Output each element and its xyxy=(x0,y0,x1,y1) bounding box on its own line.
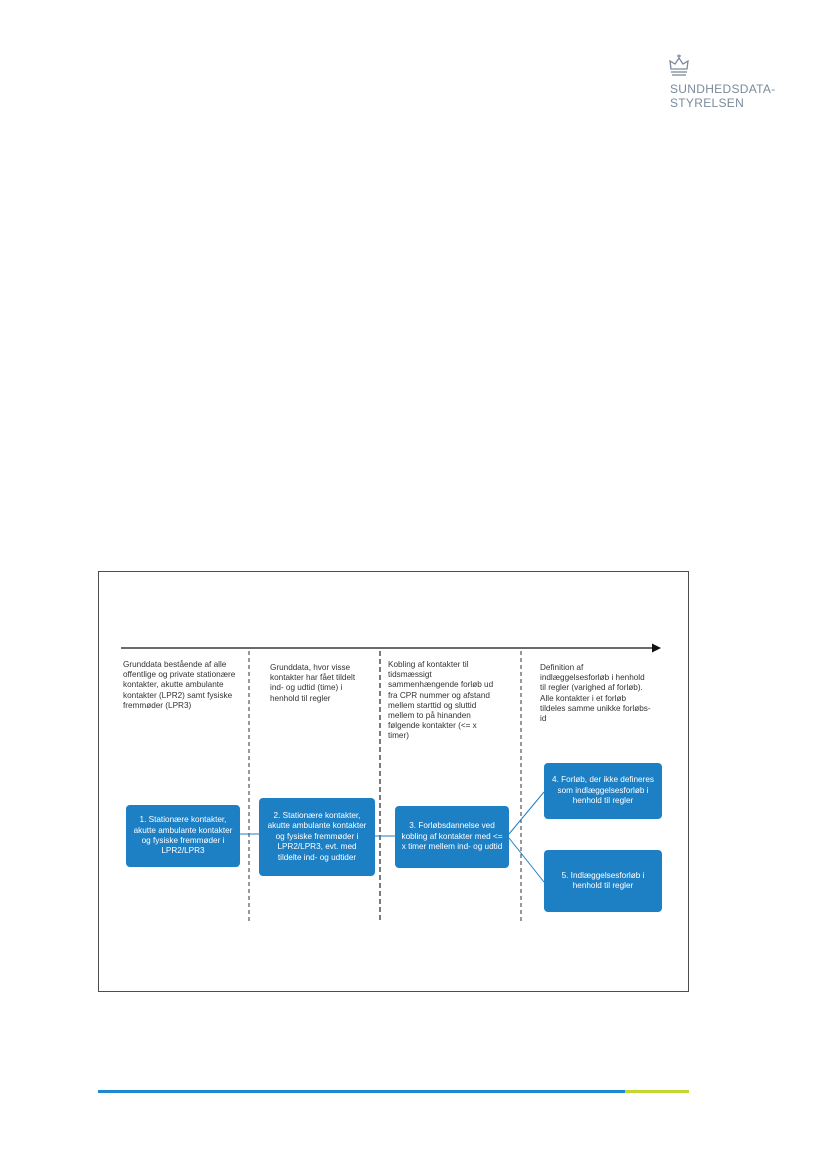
connector-3-5 xyxy=(509,838,544,882)
sundhedsdata-logo xyxy=(668,54,798,114)
box-1-stationary-contacts: 1. Stationære kontakter, akutte ambulante kontakter og fysiske fremmøder i LPR2/LPR3 xyxy=(126,805,240,867)
connector-3-4 xyxy=(509,792,544,834)
column-3-description: Kobling af kontakter til tidsmæssigt sammenhængende forløb ud fra CPR nummer og afstand mellem starttid og sluttid mellem to på hinanden følgende kontakter (<= x timer) xyxy=(388,660,494,741)
footer-color-bar xyxy=(98,1090,689,1093)
box-4-non-admission-courses: 4. Forløb, der ikke defineres som indlæggelsesforløb i henhold til regler xyxy=(544,763,662,819)
column-4-description: Definition af indlæggelsesforløb i henhold til regler (varighed af forløb). Alle kontakter i et forløb tildeles samme unikke forløbs-id xyxy=(540,663,651,724)
box-2-contacts-with-times: 2. Stationære kontakter, akutte ambulante kontakter og fysiske fremmøder i LPR2/LPR3, evt. med tildelte ind- og udtider xyxy=(259,798,375,876)
box-5-admission-courses: 5. Indlæggelsesforløb i henhold til regler xyxy=(544,850,662,912)
brand-line-1: SUNDHEDSDATA- xyxy=(670,82,776,96)
column-2-description: Grunddata, hvor visse kontakter har fået tildelt ind- og udtid (time) i henhold til regler xyxy=(270,663,356,703)
timeline-arrow-head xyxy=(652,644,661,653)
brand-line-2: STYRELSEN xyxy=(670,96,745,110)
column-1-description: Grunddata bestående af alle offentlige og private stationære kontakter, akutte ambulante kontakter (LPR2) samt fysiske fremmøder (LPR3) xyxy=(123,660,236,710)
box-3-course-formation: 3. Forløbsdannelse ved kobling af kontakter med <= x timer mellem ind- og udtid xyxy=(395,806,509,868)
process-diagram xyxy=(98,571,689,992)
crown-icon xyxy=(668,54,690,78)
